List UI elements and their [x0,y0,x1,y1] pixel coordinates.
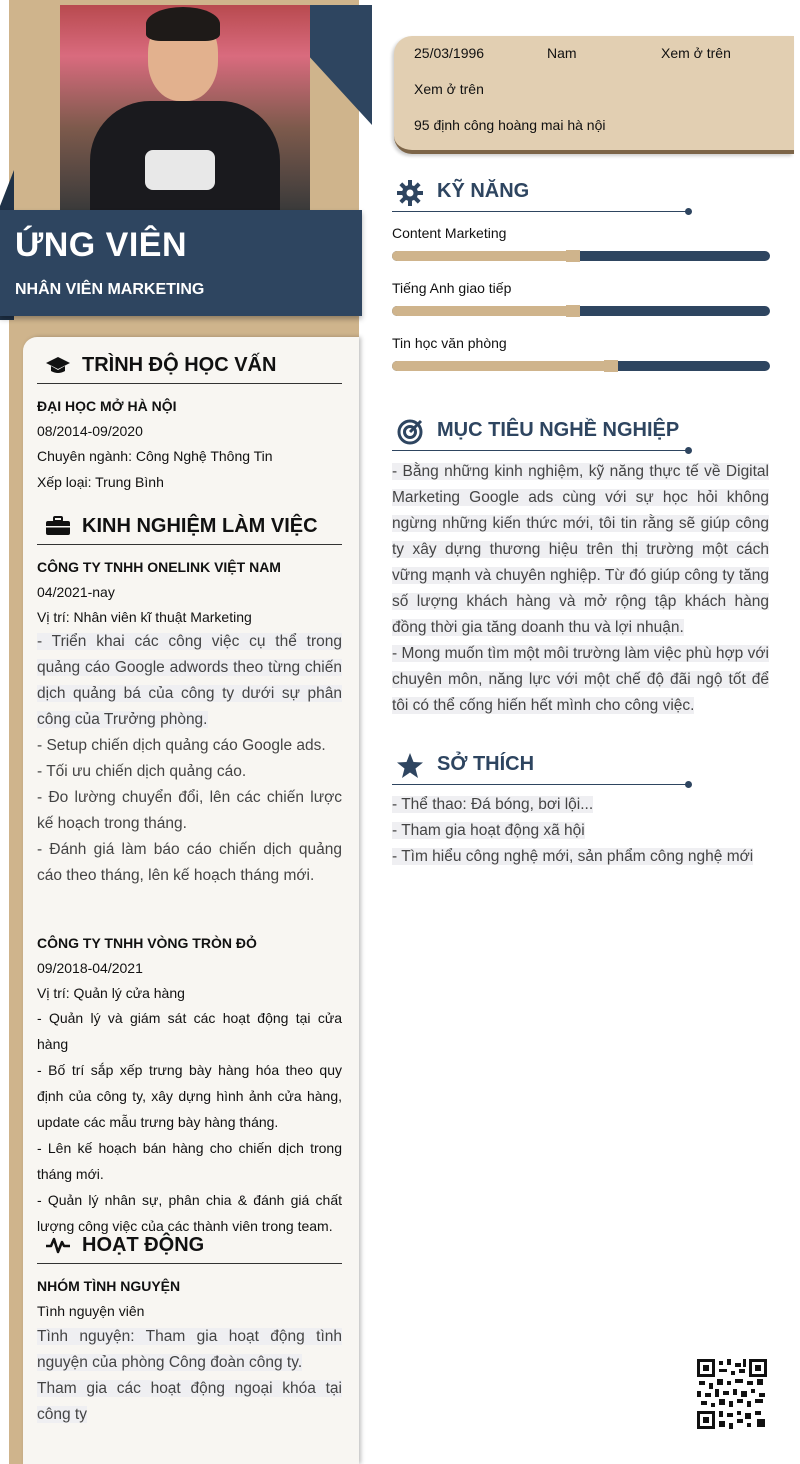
skill-label: Tin học văn phòng [392,335,507,351]
graduation-cap-icon [45,354,71,376]
skill-level-bar [392,306,770,316]
heartbeat-icon [45,1234,71,1256]
job-2-line: - Quản lý và giám sát các hoạt động tại cửa hàng [37,1010,342,1052]
hobby-item: - Thể thao: Đá bóng, bơi lội... [392,796,594,813]
activity-description [37,1324,342,1428]
activities-heading: HOẠT ĐỘNG [82,1234,205,1256]
candidate-name: ỨNG VIÊN [15,226,188,264]
briefcase-icon [45,515,71,537]
info-dob: 25/03/1996 [414,45,485,61]
star-icon [396,752,424,780]
education-grade: Xếp loại: Trung Bình [37,474,164,490]
objective-line: - Bằng những kinh nghiệm, kỹ năng thực tế về Digital Marketing Google ads cùng với sự học hỏi không ngừng những kiến thức mới, tôi tin rằng sẽ giúp công ty xây dựng thương hiệu trên thị trường một cách vững mạnh và chuyên nghiệp. Từ đó giúp công ty tăng số lượng khách hàng và mở rộng tập khách hàng đồng thời gia tăng doanh thu và lợi nhuận. [392,463,769,636]
job-2-line: - Bố trí sắp xếp trưng bày hàng hóa theo quy định của công ty, xây dựng hình ảnh cửa hàng, update các mẫu trưng bày hàng tháng. [37,1062,342,1130]
objective-section-header [392,415,692,451]
objective-text [392,459,769,719]
hobbies-heading: SỞ THÍCH [437,753,535,775]
profile-photo [60,5,310,210]
skill-level-bar [392,361,770,371]
skills-section-header [392,176,692,212]
job-2-line: - Quản lý nhân sự, phân chia & đánh giá chất lượng công việc của các thành viên trong team. [37,1192,342,1234]
hobbies-section-header [392,749,692,785]
info-phone: Xem ở trên [661,45,731,61]
qr-code-icon [697,1359,767,1429]
activity-role: Tình nguyện viên [37,1303,145,1319]
job-1-description [37,629,342,889]
job-1-line: - Đánh giá làm báo cáo chiến dịch quảng cáo theo tháng, lên kế hoạch tháng mới. [37,841,342,884]
skill-label: Tiếng Anh giao tiếp [392,280,512,296]
education-section-header [37,344,342,384]
activities-section-header [37,1224,342,1264]
education-school: ĐẠI HỌC MỞ HÀ NỘI [37,398,177,414]
target-icon [396,418,424,446]
job-2-position: Vị trí: Quản lý cửa hàng [37,985,185,1001]
objective-line: - Mong muốn tìm một môi trường làm việc phù hợp với chuyên môn, năng lực với một chế độ đãi ngộ tốt để tôi có thể cống hiến hết mình cho công việc. [392,645,769,714]
job-2-period: 09/2018-04/2021 [37,960,143,976]
job-2-company: CÔNG TY TNHH VÒNG TRÒN ĐỎ [37,935,257,951]
education-period: 08/2014-09/2020 [37,423,143,439]
info-email: Xem ở trên [414,81,484,97]
skill-level-bar [392,251,770,261]
job-1-line: - Triển khai các công việc cụ thể trong quảng cáo Google adwords theo từng chiến dịch quảng bá của công ty dưới sự phân công của Trưởng phòng. [37,633,342,728]
hobby-item: - Tham gia hoạt động xã hội [392,822,585,839]
objective-heading: MỤC TIÊU NGHỀ NGHIỆP [437,419,680,441]
hobby-item: - Tìm hiểu công nghệ mới, sản phẩm công nghệ mới [392,848,754,865]
experience-heading: KINH NGHIỆM LÀM VIỆC [82,515,318,537]
job-2-line: - Lên kế hoạch bán hàng cho chiến dịch trong tháng mới. [37,1140,342,1182]
education-heading: TRÌNH ĐỘ HỌC VẤN [82,354,277,376]
activity-line: Tình nguyện: Tham gia hoạt động tình nguyện của phòng Công đoàn công ty. [37,1328,342,1371]
activity-line: Tham gia các hoạt động ngoại khóa tại công ty [37,1380,342,1423]
job-1-line: - Setup chiến dịch quảng cáo Google ads. [37,737,326,754]
skill-label: Content Marketing [392,225,507,241]
info-address: 95 định công hoàng mai hà nội [414,117,606,133]
education-major: Chuyên ngành: Công Nghệ Thông Tin [37,448,273,464]
job-1-company: CÔNG TY TNHH ONELINK VIỆT NAM [37,559,281,575]
job-2-description [37,1005,342,1239]
experience-section-header [37,505,342,545]
candidate-title: NHÂN VIÊN MARKETING [15,281,205,298]
job-1-period: 04/2021-nay [37,584,115,600]
gear-icon [396,179,424,207]
skills-heading: KỸ NĂNG [437,180,530,202]
activity-group: NHÓM TÌNH NGUYỆN [37,1278,181,1294]
job-1-position: Vị trí: Nhân viên kĩ thuật Marketing [37,609,252,625]
info-gender: Nam [547,45,577,61]
job-1-line: - Đo lường chuyển đổi, lên các chiến lược kế hoạch trong tháng. [37,789,342,832]
job-1-line: - Tối ưu chiến dịch quảng cáo. [37,763,247,780]
